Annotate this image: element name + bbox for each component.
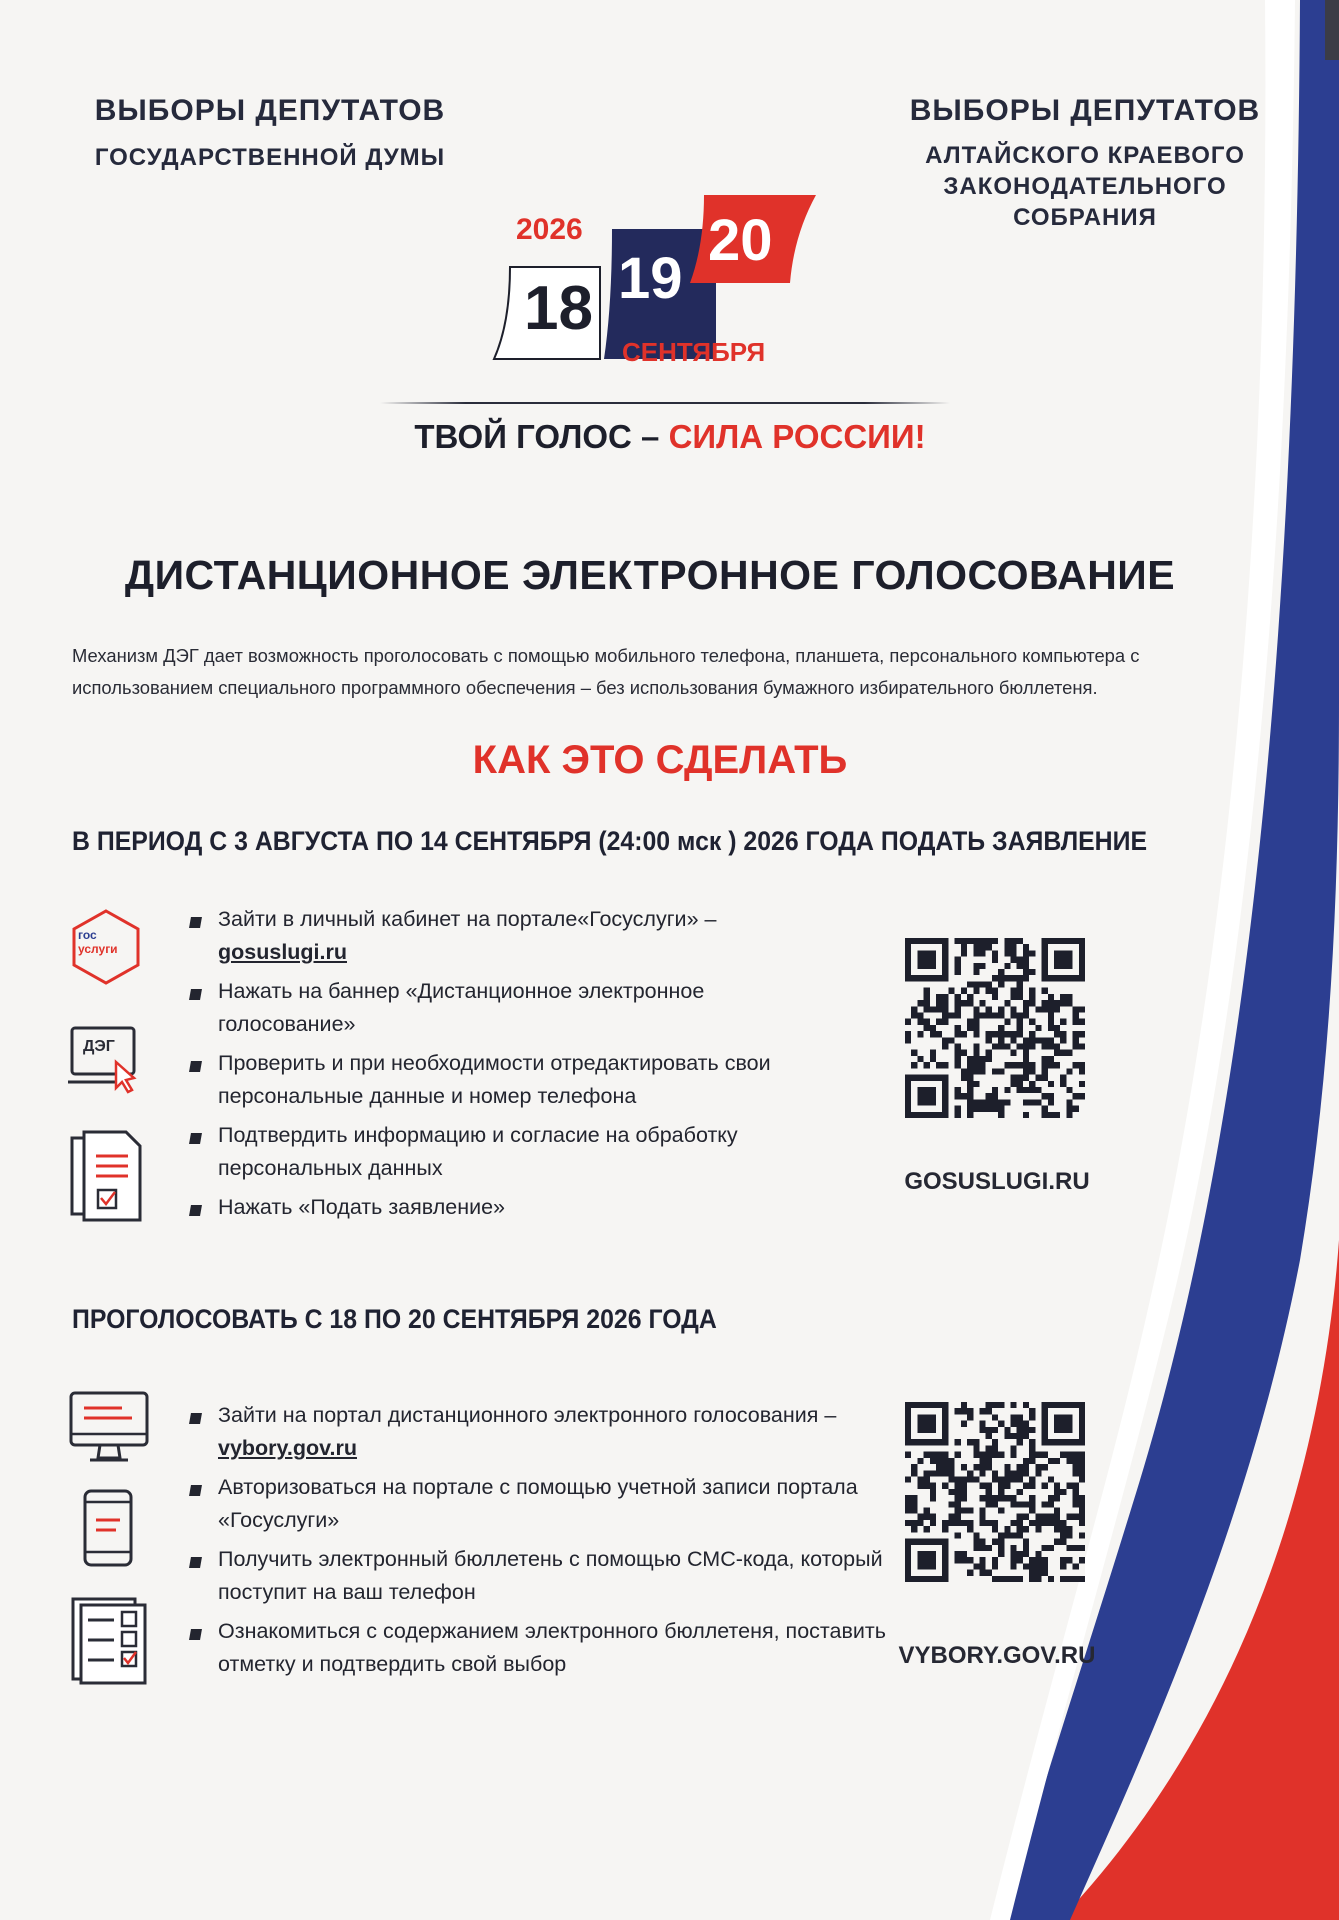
header-right-line2: АЛТАЙСКОГО КРАЕВОГО: [925, 142, 1245, 169]
gosuslugi-qr-code[interactable]: [905, 938, 1085, 1118]
logo-year: 2026: [516, 213, 583, 246]
intro-text: Механизм ДЭГ дает возможность проголосовать с помощью мобильного телефона, планшета, персонального компьютера с использованием специального программного обеспечения – без использования бумажного избирательного бюллетеня.: [72, 645, 1140, 698]
logo-month: СЕНТЯБРЯ: [622, 337, 766, 367]
slogan-part2: СИЛА РОССИИ!: [668, 418, 926, 455]
gosuslugi-link[interactable]: gosuslugi.ru: [218, 940, 347, 964]
section2-steps: [188, 1399, 888, 1687]
section1-step5: Нажать «Подать заявление»: [188, 1191, 828, 1224]
vybory-qr-code[interactable]: [905, 1402, 1085, 1582]
monitor-icon: [68, 1390, 150, 1464]
vybory-qr-caption: VYBORY.GOV.RU: [898, 1642, 1096, 1669]
slogan-part1: ТВОЙ ГОЛОС –: [414, 418, 669, 455]
election-dates-logo: [490, 195, 830, 375]
header-regional-assembly: [890, 94, 1280, 233]
section2-step3: Получить электронный бюллетень с помощью СМС-кода, который поступит на ваш телефон: [188, 1543, 888, 1609]
section1-step1-text: Зайти в личный кабинет на портале«Госуслуги» –: [218, 907, 717, 931]
logo-day-20: 20: [708, 208, 773, 273]
section1-step3: Проверить и при необходимости отредактировать свои персональные данные и номер телефона: [188, 1047, 828, 1113]
gos-icon-text2: услуги: [78, 942, 118, 956]
how-to-title: КАК ЭТО СДЕЛАТЬ: [472, 738, 848, 782]
gosuslugi-qr-caption: GOSUSLUGI.RU: [904, 1168, 1090, 1195]
deg-computer-icon: [68, 1024, 148, 1094]
gosuslugi-icon: [70, 908, 142, 986]
ballot-list-icon: [70, 1596, 148, 1686]
section1-step1: [188, 903, 828, 969]
documents-checklist-icon: [68, 1130, 144, 1222]
section2-heading: ПРОГОЛОСОВАТЬ С 18 ПО 20 СЕНТЯБРЯ 2026 ГОДА: [72, 1304, 717, 1334]
section1-step2: Нажать на баннер «Дистанционное электронное голосование»: [188, 975, 828, 1041]
gos-icon-text1: гос: [78, 928, 97, 942]
deg-icon-text: ДЭГ: [83, 1038, 115, 1055]
section2-step1: [188, 1399, 888, 1465]
header-right-line3: ЗАКОНОДАТЕЛЬНОГО: [943, 173, 1227, 200]
section2-step4: Ознакомиться с содержанием электронного бюллетеня, поставить отметку и подтвердить свой выбор: [188, 1615, 888, 1681]
header-left-line2: ГОСУДАРСТВЕННОЙ ДУМЫ: [94, 144, 446, 171]
header-right-line1: ВЫБОРЫ ДЕПУТАТОВ: [909, 94, 1261, 127]
section2-step2: Авторизоваться на портале с помощью учетной записи портала «Госуслуги»: [188, 1471, 888, 1537]
header-left-line1: ВЫБОРЫ ДЕПУТАТОВ: [94, 94, 446, 127]
header-state-duma: [70, 94, 470, 173]
smartphone-icon: [82, 1488, 134, 1568]
vybory-link[interactable]: vybory.gov.ru: [218, 1436, 357, 1460]
header-right-line4: СОБРАНИЯ: [1013, 204, 1157, 231]
section1-step4: Подтвердить информацию и согласие на обработку персональных данных: [188, 1119, 828, 1185]
section1-heading: В ПЕРИОД С 3 АВГУСТА ПО 14 СЕНТЯБРЯ (24:00 мск ) 2026 ГОДА ПОДАТЬ ЗАЯВЛЕНИЕ: [72, 826, 1148, 856]
logo-day-19: 19: [618, 246, 683, 311]
divider-line: [380, 402, 950, 404]
main-title: ДИСТАНЦИОННОЕ ЭЛЕКТРОННОЕ ГОЛОСОВАНИЕ: [124, 552, 1176, 598]
logo-day-18: 18: [524, 274, 593, 343]
section1-steps: [188, 903, 828, 1230]
section2-step1-text: Зайти на портал дистанционного электронного голосования –: [218, 1403, 837, 1427]
slogan: [300, 418, 1040, 456]
